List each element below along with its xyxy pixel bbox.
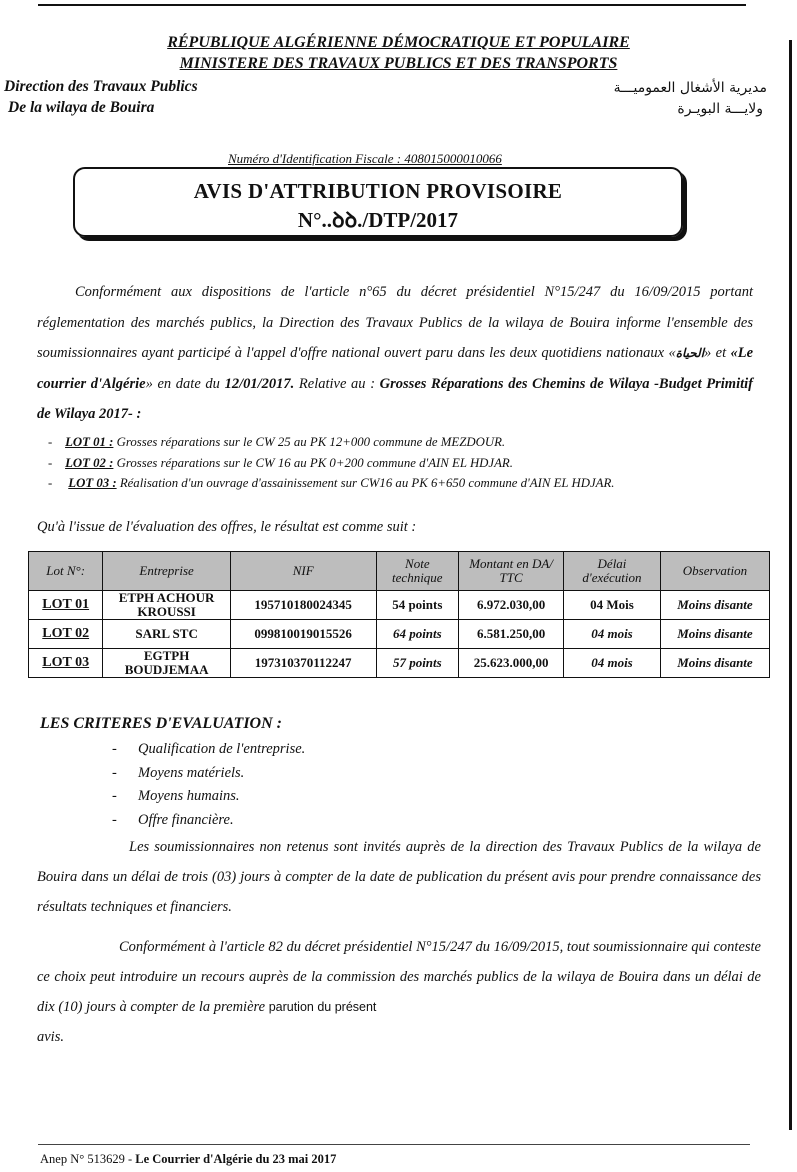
direction-line-2: De la wilaya de Bouira (8, 99, 155, 116)
lots-list (48, 432, 778, 494)
direction-line-1: Direction des Travaux Publics (4, 78, 198, 95)
arabic-direction-2: ولايـــة البويـرة (677, 101, 763, 117)
lot-item: - LOT 01 : Grosses réparations sur le CW 25 au PK 12+000 commune de MEZDOUR. (48, 435, 506, 449)
criteria-title: LES CRITERES D'EVALUATION : (40, 715, 282, 732)
footer-rule (38, 1144, 750, 1145)
footer: Anep N° 513629 - Le Courrier d'Algérie du 23 mai 2017 (40, 1152, 337, 1166)
col-observation: Observation (660, 552, 769, 591)
list-item: - Qualification de l'entreprise. (112, 741, 306, 757)
col-nif: NIF (230, 552, 376, 591)
fiscal-id-line: Numéro d'Identification Fiscale : 408015000010066 (228, 151, 502, 166)
table-row: LOT 02 SARL STC 099810019015526 64 points 6.581.250,00 04 mois Moins disante (29, 620, 770, 649)
col-lot: Lot N°: (29, 552, 103, 591)
ministry-heading: MINISTERE DES TRAVAUX PUBLICS ET DES TRANSPORTS (179, 55, 618, 72)
table-row: LOT 01 ETPH ACHOUR KROUSSI 195710180024345 54 points 6.972.030,00 04 Mois Moins disante (29, 591, 770, 620)
lot-item: - LOT 03 : Réalisation d'un ouvrage d'assainissement sur CW16 au PK 6+650 commune d'AIN EL HDJAR. (48, 476, 615, 490)
table-header-row (29, 552, 770, 591)
list-item: - Offre financière. (112, 811, 234, 828)
republic-heading: RÉPUBLIQUE ALGÉRIENNE DÉMOCRATIQUE ET POPULAIRE (167, 34, 630, 51)
closing-paragraph-2: Conformément à l'article 82 du décret présidentiel N°15/247 du 16/09/2015, tout soumissionnaire qui conteste ce choix peut introduire un recours auprès de la commission des marchés publics de la wilaya de Bouira dans un délai de dix (10) jours à compter de la première parution du présent avis. (37, 939, 761, 1045)
notice-title: AVIS D'ATTRIBUTION PROVISOIRE (193, 179, 563, 203)
closing-paragraph-1: Les soumissionnaires non retenus sont invités auprès de la direction des Travaux Publics de la wilaya de Bouira dans un délai de trois (03) jours à compter de la date de publication du présent avis pour prendre connaissance des résultats techniques et financiers. (37, 839, 761, 915)
list-item: - Moyens humains. (112, 788, 240, 804)
top-rule (38, 4, 746, 6)
title-box (73, 167, 683, 237)
col-entreprise: Entreprise (103, 552, 230, 591)
lot-item: - LOT 02 : Grosses réparations sur le CW 16 au PK 0+200 commune d'AIN EL HDJAR. (48, 455, 513, 470)
criteria-list (112, 738, 305, 832)
result-intro: Qu'à l'issue de l'évaluation des offres, le résultat est comme suit : (37, 519, 417, 535)
right-rule (789, 40, 792, 1130)
notice-number: N°..ꝺꝺ./DTP/2017 (297, 208, 459, 232)
list-item: - Moyens matériels. (112, 764, 245, 781)
col-delai: Délai d'exécution (564, 552, 661, 591)
arabic-direction-1: مديرية الأشغال العموميـــة (613, 80, 767, 96)
intro-paragraph: Conformément aux dispositions de l'article n°65 du décret présidentiel N°15/247 du 16/09/2015 portant réglementation des marchés publics, la Direction des Travaux Publics de la wilaya de Bouira informe l'ensemble des soumissionnaires ayant participé à l'appel d'offre national ouvert paru dans les deux quotidiens nationaux «الحياة» et «Le courrier d'Algérie» en date du 12/01/2017. Relative au : Grosses Réparations des Chemins de Wilaya -Budget Primitif de Wilaya 2017- : (37, 284, 754, 422)
col-note: Note technique (376, 552, 459, 591)
results-table (28, 551, 770, 678)
col-montant: Montant en DA/ TTC (459, 552, 564, 591)
table-row: LOT 03 EGTPH BOUDJEMAA 197310370112247 57 points 25.623.000,00 04 mois Moins disante (29, 649, 770, 678)
arabic-newspaper-name: الحياة (675, 346, 705, 360)
